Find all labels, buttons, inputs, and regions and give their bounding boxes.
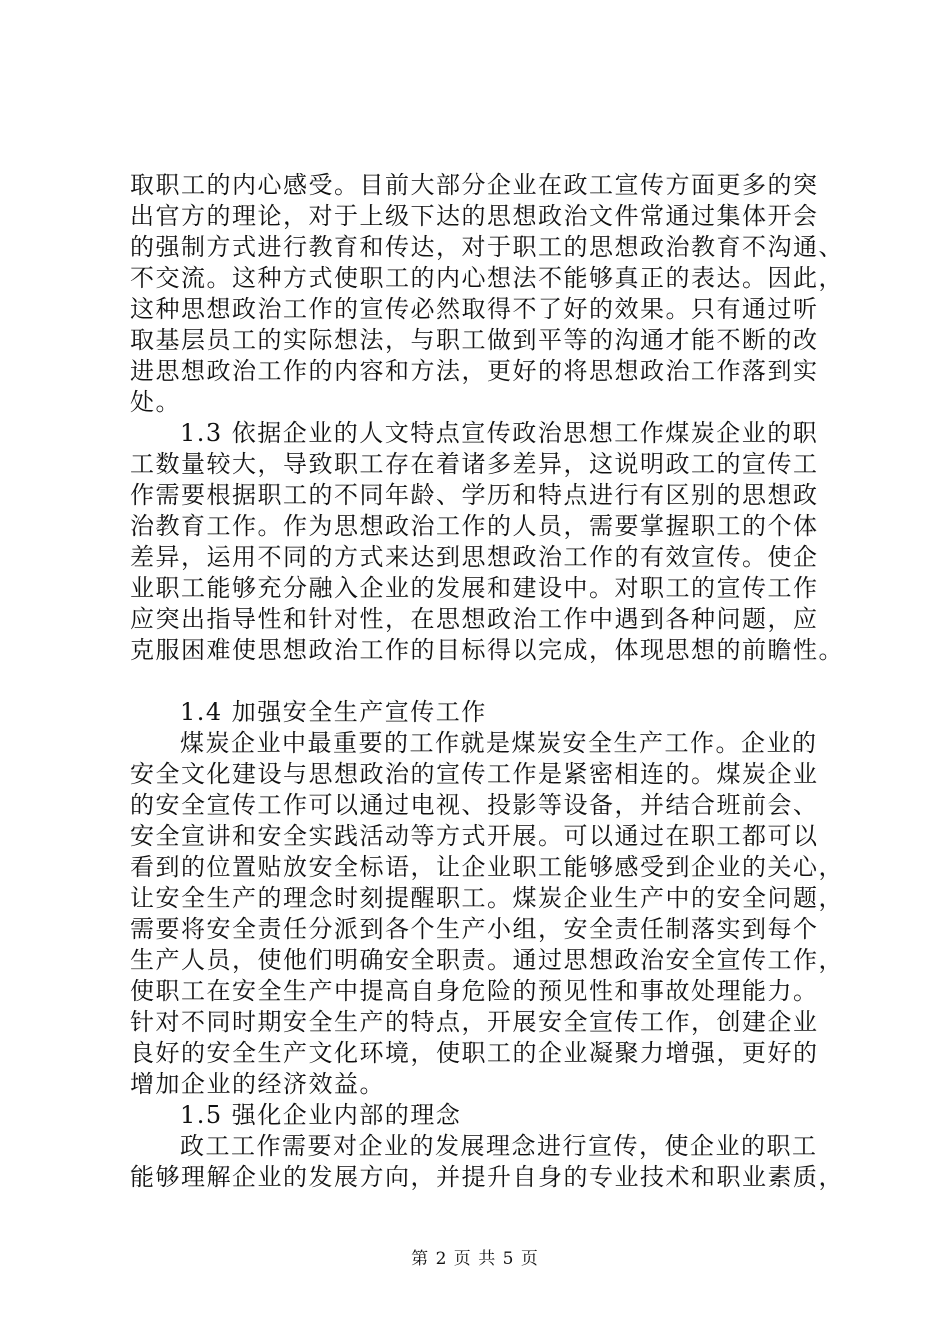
text-line: 的安全宣传工作可以通过电视、投影等设备，并结合班前会、 (130, 791, 819, 819)
text-line: 安全宣讲和安全实践活动等方式开展。可以通过在职工都可以 (130, 822, 819, 850)
section-heading-1-4: 1.4 加强安全生产宣传工作 (180, 698, 487, 726)
text-line: 取基层员工的实际想法，与职工做到平等的沟通才能不断的改 (130, 326, 819, 354)
text-line: 生产人员，使他们明确安全职责。通过思想政治安全宣传工作， (130, 946, 844, 974)
text-line: 克服困难使思想政治工作的目标得以完成，体现思想的前瞻性。 (130, 636, 844, 664)
text-line: 治教育工作。作为思想政治工作的人员，需要掌握职工的个体 (130, 512, 819, 540)
text-line: 看到的位置贴放安全标语，让企业职工能够感受到企业的关心， (130, 853, 844, 881)
text-line: 业职工能够充分融入企业的发展和建设中。对职工的宣传工作 (130, 574, 819, 602)
text-line: 针对不同时期安全生产的特点，开展安全宣传工作，创建企业 (130, 1008, 819, 1036)
text-line: 处。 (130, 388, 181, 416)
section-heading-1-5: 1.5 强化企业内部的理念 (180, 1101, 462, 1129)
text-line: 工数量较大，导致职工存在着诸多差异，这说明政工的宣传工 (130, 450, 819, 478)
text-line: 增加企业的经济效益。 (130, 1070, 385, 1098)
section-heading-1-3: 1.3 依据企业的人文特点宣传政治思想工作煤炭企业的职 (180, 419, 819, 447)
text-line: 煤炭企业中最重要的工作就是煤炭安全生产工作。企业的 (180, 729, 818, 757)
text-line: 这种思想政治工作的宣传必然取得不了好的效果。只有通过听 (130, 295, 819, 323)
text-line: 取职工的内心感受。目前大部分企业在政工宣传方面更多的突 (130, 171, 819, 199)
text-line: 安全文化建设与思想政治的宣传工作是紧密相连的。煤炭企业 (130, 760, 819, 788)
text-line: 良好的安全生产文化环境，使职工的企业凝聚力增强，更好的 (130, 1039, 819, 1067)
text-line: 出官方的理论，对于上级下达的思想政治文件常通过集体开会 (130, 202, 819, 230)
text-line: 差异，运用不同的方式来达到思想政治工作的有效宣传。使企 (130, 543, 819, 571)
text-line: 能够理解企业的发展方向，并提升自身的专业技术和职业素质， (130, 1163, 844, 1191)
document-body (130, 170, 850, 1193)
text-line: 不交流。这种方式使职工的内心想法不能够真正的表达。因此， (130, 264, 844, 292)
text-line: 进思想政治工作的内容和方法，更好的将思想政治工作落到实 (130, 357, 819, 385)
text-line: 应突出指导性和针对性，在思想政治工作中遇到各种问题，应 (130, 605, 819, 633)
text-line: 的强制方式进行教育和传达，对于职工的思想政治教育不沟通、 (130, 233, 844, 261)
text-line: 作需要根据职工的不同年龄、学历和特点进行有区别的思想政 (130, 481, 819, 509)
text-line: 政工工作需要对企业的发展理念进行宣传，使企业的职工 (180, 1132, 818, 1160)
text-line: 让安全生产的理念时刻提醒职工。煤炭企业生产中的安全问题， (130, 884, 844, 912)
text-line: 使职工在安全生产中提高自身危险的预见性和事故处理能力。 (130, 977, 819, 1005)
paragraph-gap (130, 666, 850, 697)
text-line: 需要将安全责任分派到各个生产小组，安全责任制落实到每个 (130, 915, 819, 943)
page-footer: 第 2 页 共 5 页 (411, 1249, 539, 1269)
